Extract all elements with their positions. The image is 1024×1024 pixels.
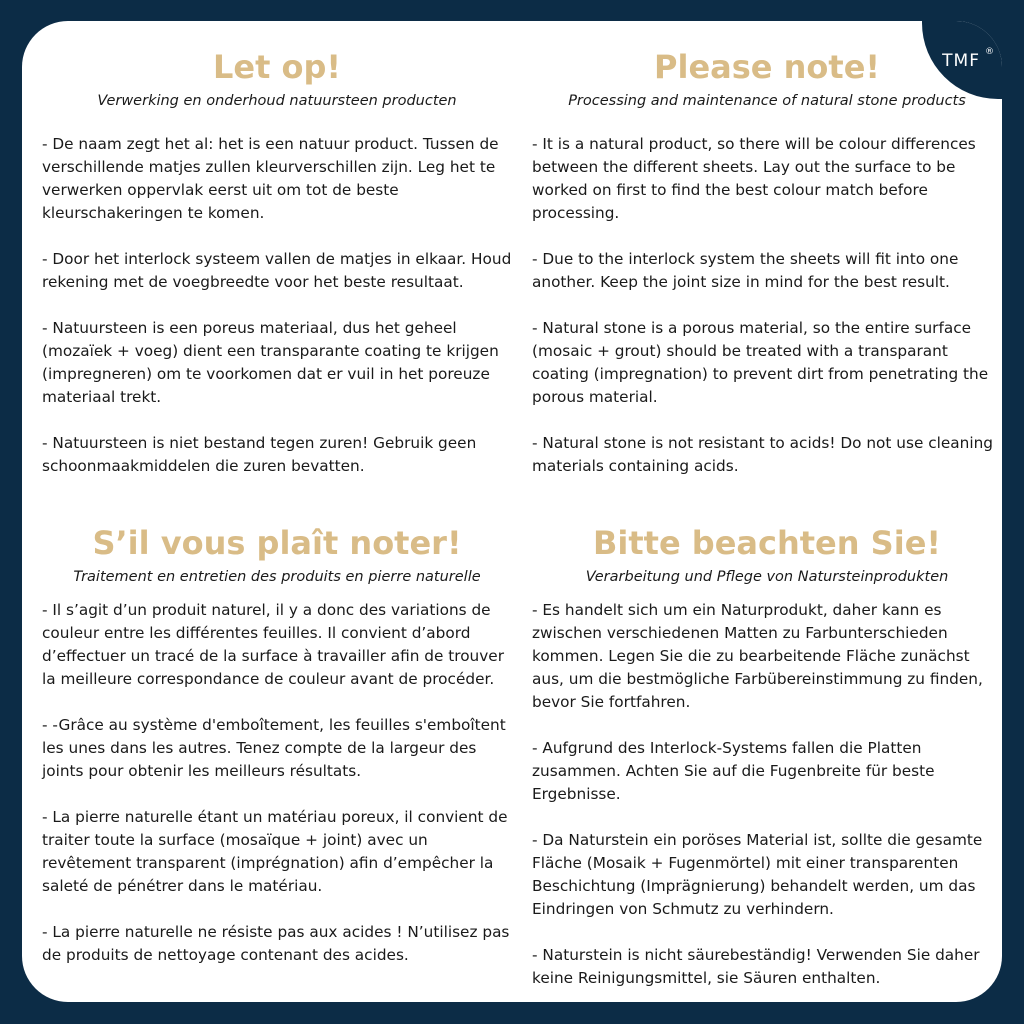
section-title: Let op!	[212, 48, 341, 86]
paragraph: - Aufgrund des Interlock-Systems fallen die Platten zusammen. Achten Sie auf die Fugenbreite für beste Ergebnisse.	[532, 739, 935, 803]
registered-mark: ®	[985, 47, 994, 57]
section-dutch	[42, 47, 512, 501]
paragraph-list	[532, 599, 1002, 990]
paragraph: - Natuursteen is een poreus materiaal, dus het geheel (mozaïek + voeg) dient een transparante coating te krijgen (impregneren) om te voorkomen dat er vuil in het poreuze materiaal trekt.	[42, 319, 499, 406]
paragraph: - Natural stone is not resistant to acids! Do not use cleaning materials containing acids.	[532, 434, 994, 475]
section-subtitle: Verwerking en onderhoud natuursteen producten	[97, 93, 457, 109]
notice-card	[22, 21, 1002, 1002]
brand-logo: TMF	[942, 51, 980, 71]
section-title: Bitte beachten Sie!	[593, 524, 941, 562]
paragraph-list	[42, 133, 512, 478]
paragraph: - De naam zegt het al: het is een natuur product. Tussen de verschillende matjes zullen kleurverschillen zijn. Leg het te verwerken oppervlak eerst uit om tot de beste kleurschakeringen te komen.	[42, 135, 499, 222]
section-english	[532, 47, 1002, 501]
section-subtitle: Processing and maintenance of natural stone products	[568, 93, 966, 109]
section-title: Please note!	[654, 48, 880, 86]
paragraph: - Il s’agit d’un produit naturel, il y a donc des variations de couleur entre les différentes feuilles. Il convient d’abord d’effectuer un tracé de la surface à travailler afin de trouver la meilleure correspondance de couleur avant de procéder.	[42, 601, 505, 688]
paragraph-list	[532, 133, 1002, 478]
paragraph: - La pierre naturelle ne résiste pas aux acides ! N’utilisez pas de produits de nettoyage contenant des acides.	[42, 923, 510, 964]
section-german	[532, 523, 1002, 1002]
paragraph: - La pierre naturelle étant un matériau poreux, il convient de traiter toute la surface (mosaïque + joint) avec un revêtement transparent (imprégnation) afin d’empêcher la saleté de pénétrer dans le matériau.	[42, 808, 508, 895]
section-french	[42, 523, 512, 990]
paragraph: - Es handelt sich um ein Naturprodukt, daher kann es zwischen verschiedenen Matten zu Farbunterschieden kommen. Legen Sie die zu bearbeitende Fläche zunächst aus, um die bestmögliche Farbübereinstimmung zu finden, bevor Sie fortfahren.	[532, 601, 983, 711]
paragraph: - It is a natural product, so there will be colour differences between the different sheets. Lay out the surface to be worked on first to find the best colour match before processing.	[532, 135, 976, 222]
paragraph: - Naturstein is nicht säurebeständig! Verwenden Sie daher keine Reinigungsmittel, sie Säuren enthalten.	[532, 946, 980, 987]
paragraph: - Natuursteen is niet bestand tegen zuren! Gebruik geen schoonmaakmiddelen die zuren bevatten.	[42, 434, 477, 475]
paragraph: - Natural stone is a porous material, so the entire surface (mosaic + grout) should be treated with a transparant coating (impregnation) to prevent dirt from penetrating the porous material.	[532, 319, 989, 406]
section-subtitle: Verarbeitung und Pflege von Natursteinprodukten	[585, 569, 949, 585]
section-title: S’il vous plaît noter!	[92, 524, 462, 562]
paragraph: - Door het interlock systeem vallen de matjes in elkaar. Houd rekening met de voegbreedte voor het beste resultaat.	[42, 250, 512, 291]
section-subtitle: Traitement en entretien des produits en pierre naturelle	[73, 569, 481, 585]
paragraph: - -Grâce au système d'emboîtement, les feuilles s'emboîtent les unes dans les autres. Tenez compte de la largeur des joints pour obtenir les meilleurs résultats.	[42, 716, 506, 780]
paragraph: - Due to the interlock system the sheets will fit into one another. Keep the joint size in mind for the best result.	[532, 250, 959, 291]
paragraph-list	[42, 599, 512, 967]
paragraph: - Da Naturstein ein poröses Material ist, sollte die gesamte Fläche (Mosaik + Fugenmörtel) mit einer transparenten Beschichtung (Imprägnierung) behandelt werden, um das Eindringen von Schmutz zu verhindern.	[532, 831, 983, 918]
